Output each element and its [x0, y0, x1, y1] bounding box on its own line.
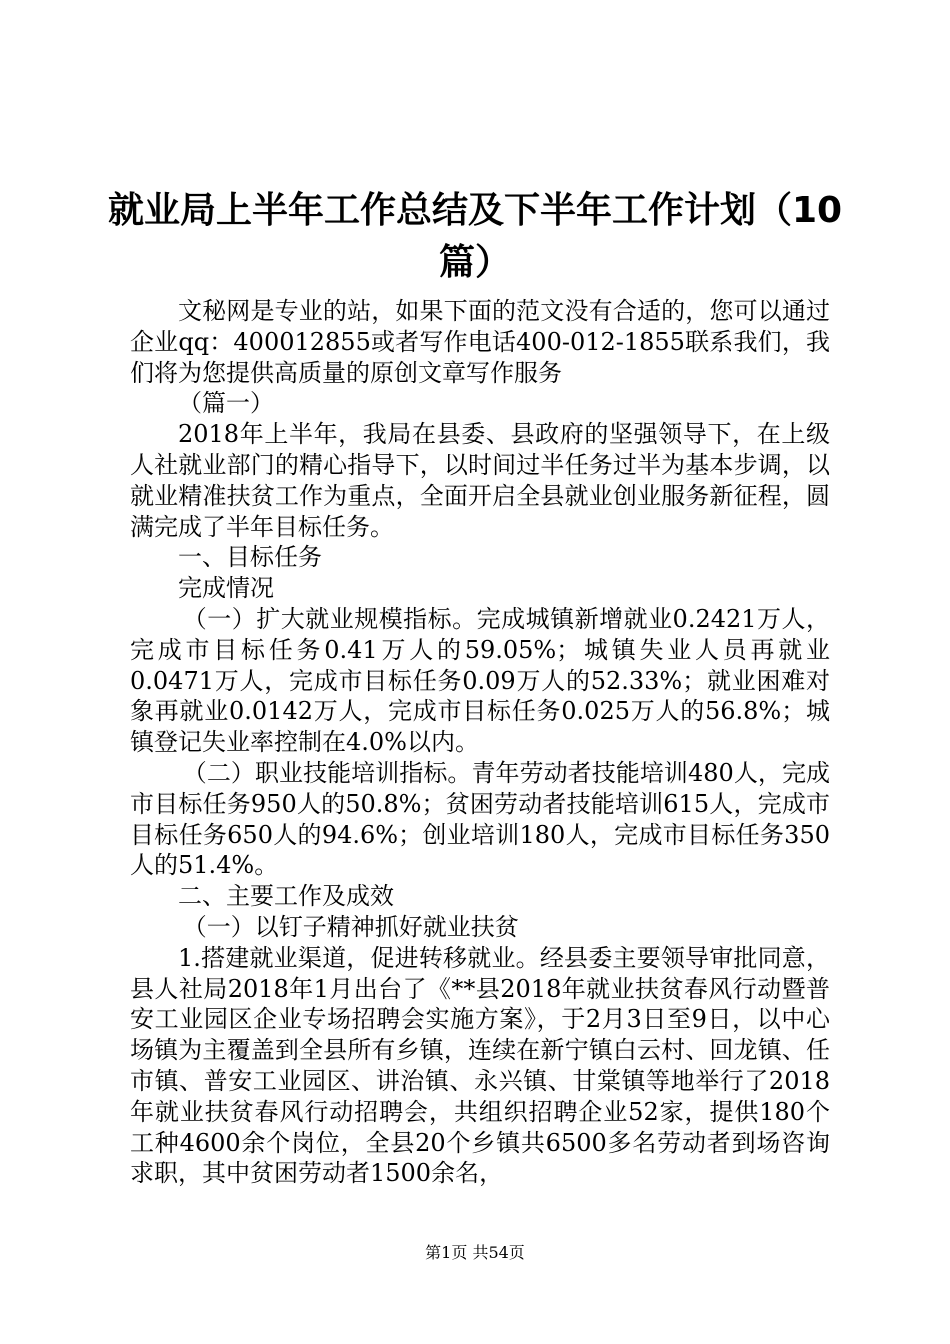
- subheading-poverty: （一）以钉子精神抓好就业扶贫: [182, 912, 519, 941]
- summary-paragraph: 2018年上半年，我局在县委、县政府的坚强领导下，在上级人社就业部门的精心指导下，以时间过半任务过半为基本步调，以就业精准扶贫工作为重点，全面开启全县就业创业服务新征程，圆满完成了半年目标任务。: [130, 420, 830, 541]
- training-indicators-paragraph: （二）职业技能培训指标。青年劳动者技能培训480人，完成市目标任务950人的50.8%；贫困劳动者技能培训615人，完成市目标任务650人的94.6%；创业培训180人，完成市目标任务350人的51.4%。: [130, 758, 830, 880]
- page-footer: 第1页 共54页: [425, 1243, 525, 1262]
- document-title: 就业局上半年工作总结及下半年工作计划（10篇）: [107, 190, 843, 283]
- heading-main-work: 二、主要工作及成效: [178, 882, 394, 911]
- heading-completion: 完成情况: [178, 574, 274, 603]
- employment-indicators-paragraph: （一）扩大就业规模指标。完成城镇新增就业0.2421万人，完成市目标任务0.41万人的59.05%；城镇失业人员再就业0.0471万人，完成市目标任务0.09万人的52.33%；就业困难对象再就业0.0142万人，完成市目标任务0.025万人的56.8%；城镇登记失业率控制在4.0%以内。: [130, 604, 830, 757]
- document-body: [130, 296, 830, 1189]
- intro-paragraph: 文秘网是专业的站，如果下面的范文没有合适的，您可以通过企业qq：400012855或者写作电话400-012-1855联系我们，我们将为您提供高质量的原创文章写作服务: [130, 297, 830, 387]
- channels-paragraph: 1.搭建就业渠道，促进转移就业。经县委主要领导审批同意，县人社局2018年1月出台了《**县2018年就业扶贫春风行动暨普安工业园区企业专场招聘会实施方案》，于2月3日至9日，以中心场镇为主覆盖到全县所有乡镇，连续在新宁镇白云村、回龙镇、任市镇、普安工业园区、讲治镇、永兴镇、甘棠镇等地举行了2018年就业扶贫春风行动招聘会，共组织招聘企业52家，提供180个工种4600余个岗位，全县20个乡镇共6500多名劳动者到场咨询求职，其中贫困劳动者1500余名，: [130, 943, 830, 1188]
- section-label: （篇一）: [178, 389, 274, 418]
- heading-targets: 一、目标任务: [178, 543, 322, 572]
